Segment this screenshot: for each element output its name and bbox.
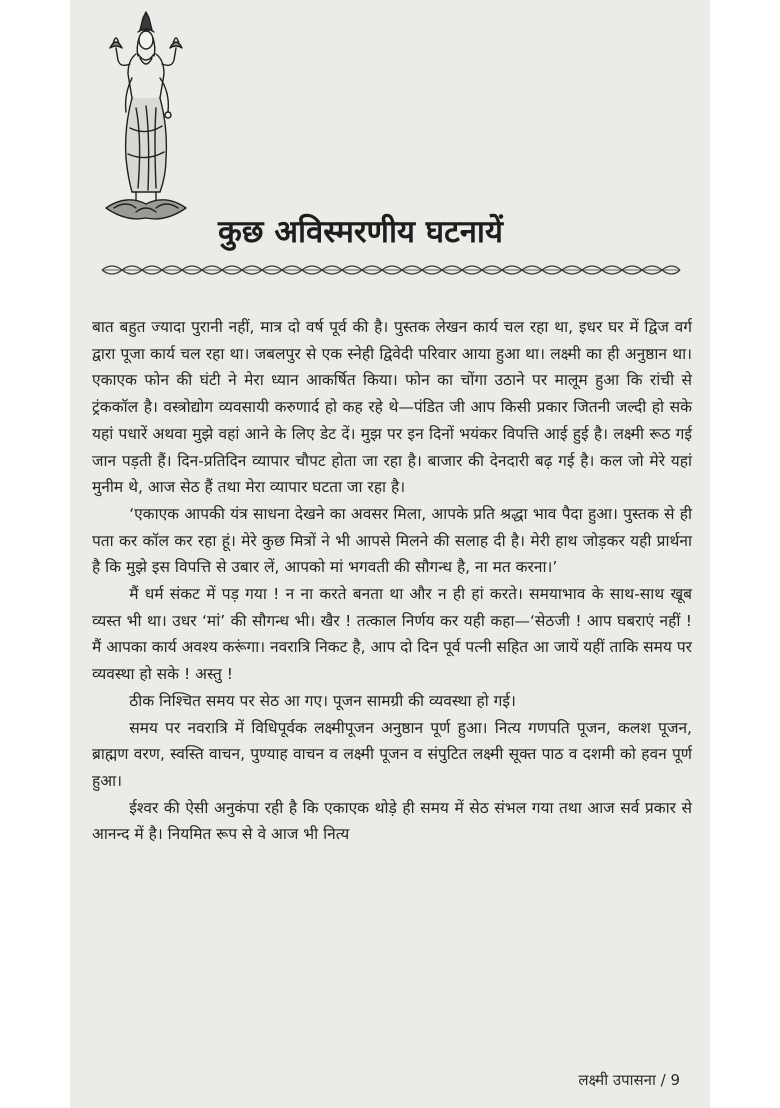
book-page — [70, 0, 710, 1108]
paragraph: ठीक निश्चित समय पर सेठ आ गए। पूजन सामग्री की व्यवस्था हो गई। — [129, 691, 516, 710]
page-footer: लक्ष्मी उपासना / 9 — [578, 1071, 680, 1089]
lakshmi-illustration-icon — [96, 8, 196, 226]
paragraph: ईश्वर की ऐसी अनुकंपा रही है कि एकाएक थोड़े ही समय में सेठ संभल गया तथा आज सर्व प्रकार से आनन्द में है। नियमित रूप से वे आज भी नित्य — [92, 798, 692, 844]
paragraph: समय पर नवरात्रि में विधिपूर्वक लक्ष्मीपूजन अनुष्ठान पूर्ण हुआ। नित्य गणपति पूजन, कलश पूजन, ब्राह्मण वरण, स्वस्ति वाचन, पुण्याह वाचन व लक्ष्मी पूजन व संपुटित लक्ष्मी सूक्त पाठ व दशमी को हवन पूर्ण हुआ। — [92, 718, 692, 790]
paragraph: मैं धर्म संकट में पड़ गया ! न ना करते बनता था और न ही हां करते। समयाभाव के साथ-साथ खूब व्यस्त भी था। उधर ‘मां’ की सौगन्ध भी। खैर ! तत्काल निर्णय कर यही कहा—‘सेठजी ! आप घबराएं नहीं ! मैं आपका कार्य अवश्य करूंगा। नवरात्रि निकट है, आप दो दिन पूर्व पत्नी सहित आ जायें यहीं ताकि समय पर व्यवस्था हो सके ! अस्तु ! — [92, 585, 692, 684]
paragraph: ‘एकाएक आपकी यंत्र साधना देखने का अवसर मिला, आपके प्रति श्रद्धा भाव पैदा हुआ। पुस्तक से ही पता कर कॉल कर रहा हूं। मेरे कुछ मित्रों ने भी आपसे मिलने की सलाह दी है। मेरी हाथ जोड़कर यही प्रार्थना है कि मुझे इस विपत्ति से उबार लें, आपको मां भगवती की सौगन्ध है, ना मत करना।’ — [92, 504, 692, 577]
chapter-body — [92, 314, 692, 848]
ornamental-divider-icon — [100, 262, 682, 278]
chapter-title: कुछ अविस्मरणीय घटनायें — [218, 214, 503, 250]
paragraph: बात बहुत ज्यादा पुरानी नहीं, मात्र दो वर्ष पूर्व की है। पुस्तक लेखन कार्य चल रहा था, इधर घर में द्विज वर्ग द्वारा पूजा कार्य चल रहा था। जबलपुर से एक स्नेही द्विवेदी परिवार आया हुआ था। लक्ष्मी का ही अनुष्ठान था। एकाएक फोन की घंटी ने मेरा ध्यान आकर्षित किया। फोन का चोंगा उठाने पर मालूम हुआ कि रांची से ट्रंककॉल है। वस्त्रोद्योग व्यवसायी करुणार्द हो कह रहे थे—पंडित जी आप किसी प्रकार जितनी जल्दी हो सके यहां पधारें अथवा मुझे वहां आने के लिए डेट दें। मुझ पर इन दिनों भयंकर विपत्ति आई हुई है। लक्ष्मी रूठ गई जान पड़ती हैं। दिन-प्रतिदिन व्यापार चौपट होता जा रहा है। बाजार की देनदारी बढ़ गई है। कल जो मेरे यहां मुनीम थे, आज सेठ हैं तथा मेरा व्यापार घटता जा रहा है। — [92, 318, 692, 497]
